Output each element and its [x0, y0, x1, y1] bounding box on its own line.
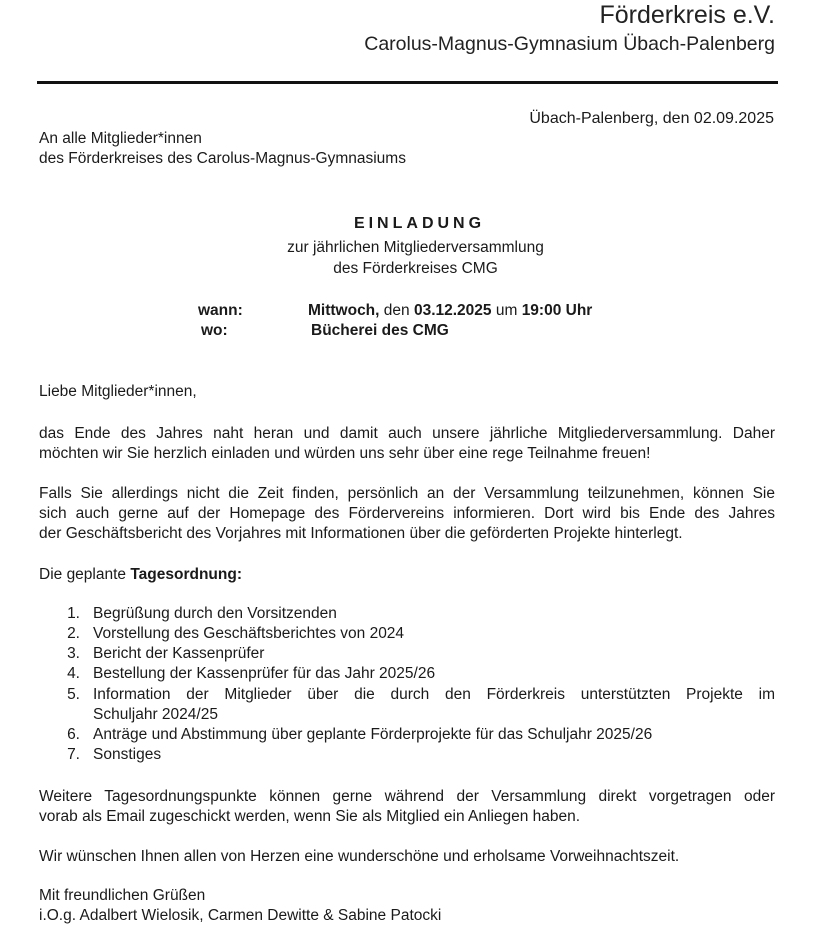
season-wishes: Wir wünschen Ihnen allen von Herzen eine wunderschöne und erholsame Vorweihnachtszeit.	[39, 848, 680, 865]
salutation: Liebe Mitglieder*innen,	[39, 383, 197, 400]
when-label: wann:	[198, 302, 243, 319]
agenda-item-number: 1.	[67, 605, 80, 622]
where-value: Bücherei des CMG	[311, 322, 449, 339]
paragraph-3-line-1: Weitere Tagesordnungspunkte können gerne während der Versammlung direkt vorgetragen oder	[39, 788, 775, 805]
paragraph-1-line-1: das Ende des Jahres naht heran und damit auch unsere jährliche Mitgliederversammlung. Daher	[39, 425, 775, 442]
agenda-intro	[39, 565, 775, 585]
agenda-item-number: 2.	[67, 625, 80, 642]
agenda-item-number: 3.	[67, 645, 80, 662]
agenda-item-number: 4.	[67, 665, 80, 682]
paragraph-2-line-3: der Geschäftsbericht des Vorjahres mit Informationen über die geförderten Projekte hinterlegt.	[39, 525, 683, 542]
school-name: Carolus-Magnus-Gymnasium Übach-Palenberg	[364, 33, 775, 55]
paragraph-3-line-2: vorab als Email zugeschickt werden, wenn Sie als Mitglied ein Anliegen haben.	[39, 808, 581, 825]
agenda-item: Vorstellung des Geschäftsberichtes von 2024	[93, 625, 405, 642]
agenda-item: Bestellung der Kassenprüfer für das Jahr 2025/26	[93, 665, 436, 682]
agenda-item-number: 5.	[67, 686, 80, 703]
when-day: Mittwoch,	[308, 302, 380, 319]
when-um: um	[491, 302, 522, 319]
agenda-item-continuation: Schuljahr 2024/25	[93, 706, 218, 723]
closing-greeting: Mit freundlichen Grüßen	[39, 887, 206, 904]
agenda-heading: Tagesordnung:	[130, 566, 242, 583]
agenda-item: Sonstiges	[93, 746, 162, 763]
when-den: den	[379, 302, 414, 319]
recipient-line-1: An alle Mitglieder*innen	[39, 130, 202, 147]
when-value	[308, 301, 592, 321]
recipient-line-2: des Förderkreises des Carolus-Magnus-Gymnasiums	[39, 150, 406, 167]
agenda-item-number: 6.	[67, 726, 80, 743]
date-line: Übach-Palenberg, den 02.09.2025	[529, 110, 774, 127]
when-date: 03.12.2025	[413, 302, 492, 319]
when-time: 19:00 Uhr	[521, 302, 593, 319]
paragraph-2-line-1: Falls Sie allerdings nicht die Zeit finden, persönlich an der Versammlung teilzunehmen, können Sie	[39, 485, 775, 502]
agenda-item-number: 7.	[67, 746, 80, 763]
header-divider	[37, 81, 778, 84]
agenda-intro-text: Die geplante	[39, 566, 131, 583]
invitation-subtitle-2: des Förderkreises CMG	[333, 260, 498, 277]
agenda-item: Anträge und Abstimmung über geplante Förderprojekte für das Schuljahr 2025/26	[93, 726, 653, 743]
organization-name: Förderkreis e.V.	[599, 1, 775, 29]
agenda-item: Information der Mitglieder über die durch den Förderkreis unterstützten Projekte im	[93, 686, 775, 703]
paragraph-2-line-2: sich auch gerne auf der Homepage des Fördervereins informieren. Dort wird bis Ende des Jahres	[39, 505, 775, 522]
agenda-item: Begrüßung durch den Vorsitzenden	[93, 605, 337, 622]
where-label: wo:	[201, 322, 228, 339]
invitation-subtitle-1: zur jährlichen Mitgliederversammlung	[287, 239, 544, 256]
agenda-item: Bericht der Kassenprüfer	[93, 645, 265, 662]
invitation-title: EINLADUNG	[353, 215, 486, 232]
paragraph-1-line-2: möchten wir Sie herzlich einladen und würden uns sehr über eine rege Teilnahme freuen!	[39, 445, 651, 462]
signatories: i.O.g. Adalbert Wielosik, Carmen Dewitte & Sabine Patocki	[39, 907, 442, 924]
